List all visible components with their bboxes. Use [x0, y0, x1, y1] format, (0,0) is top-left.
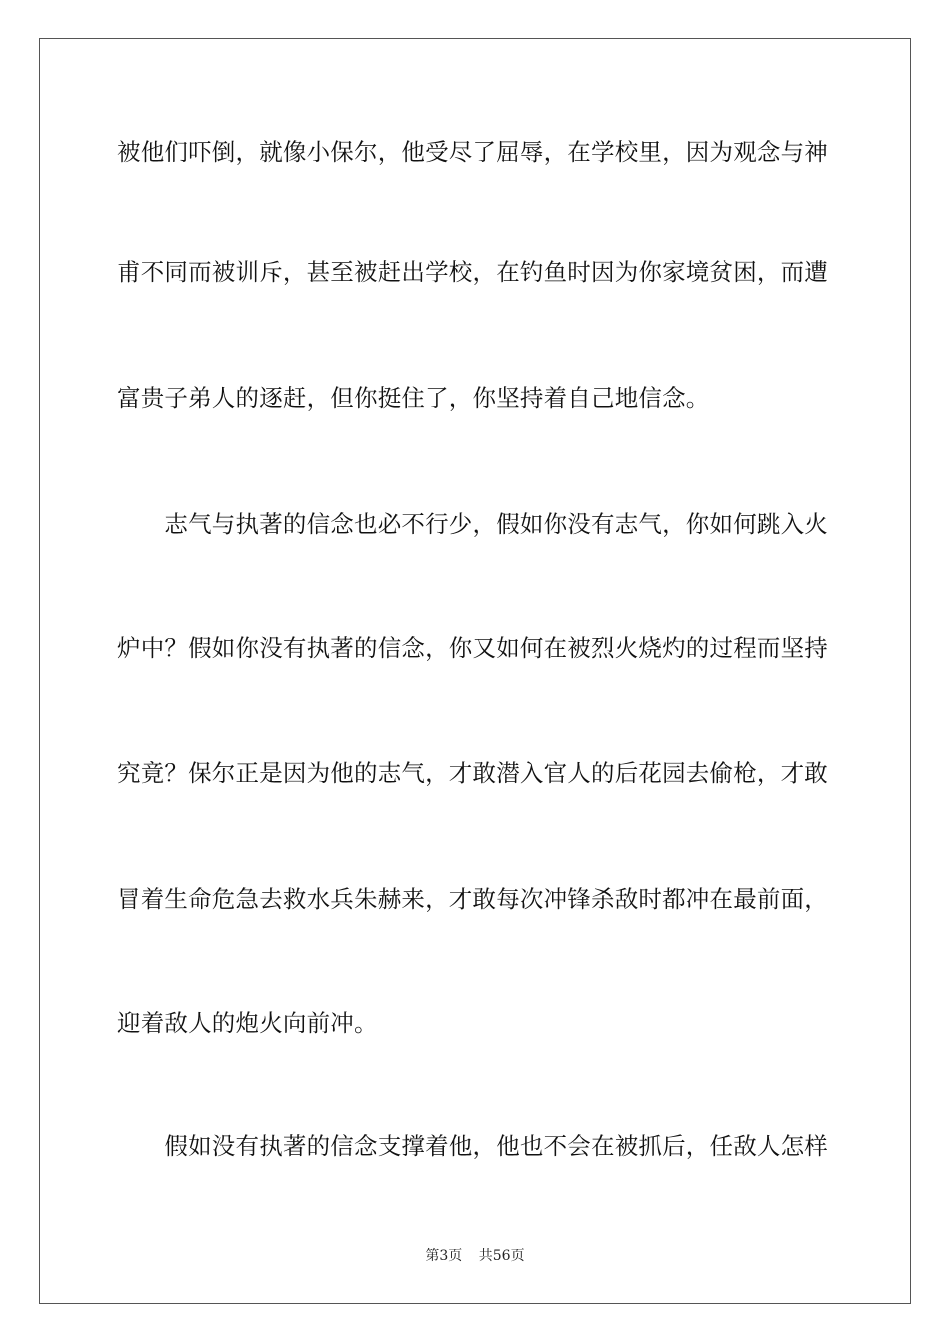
text-line-6: 究竟？保尔正是因为他的志气，才敢潜入官人的后花园去偷枪，才敢	[117, 759, 828, 787]
text-line-2: 甫不同而被训斥，甚至被赶出学校，在钓鱼时因为你家境贫困，而遭	[117, 258, 828, 286]
text-line-1: 被他们吓倒，就像小保尔，他受尽了屈辱，在学校里，因为观念与神	[117, 138, 828, 166]
text-line-4: 志气与执著的信念也必不行少，假如你没有志气，你如何跳入火	[117, 510, 828, 538]
text-line-8: 迎着敌人的炮火向前冲。	[117, 1009, 378, 1037]
page-total: 共56页	[478, 1248, 525, 1264]
page-border	[39, 38, 911, 1304]
page-footer	[0, 1247, 950, 1265]
text-line-7: 冒着生命危急去救水兵朱赫来，才敢每次冲锋杀敌时都冲在最前面，	[117, 885, 828, 913]
text-line-9: 假如没有执著的信念支撑着他，他也不会在被抓后，任敌人怎样	[117, 1132, 828, 1160]
page-number: 第3页	[425, 1248, 463, 1264]
text-line-3: 富贵子弟人的逐赶，但你挺住了，你坚持着自己地信念。	[117, 384, 710, 412]
text-line-5: 炉中？假如你没有执著的信念，你又如何在被烈火烧灼的过程而坚持	[117, 634, 828, 662]
